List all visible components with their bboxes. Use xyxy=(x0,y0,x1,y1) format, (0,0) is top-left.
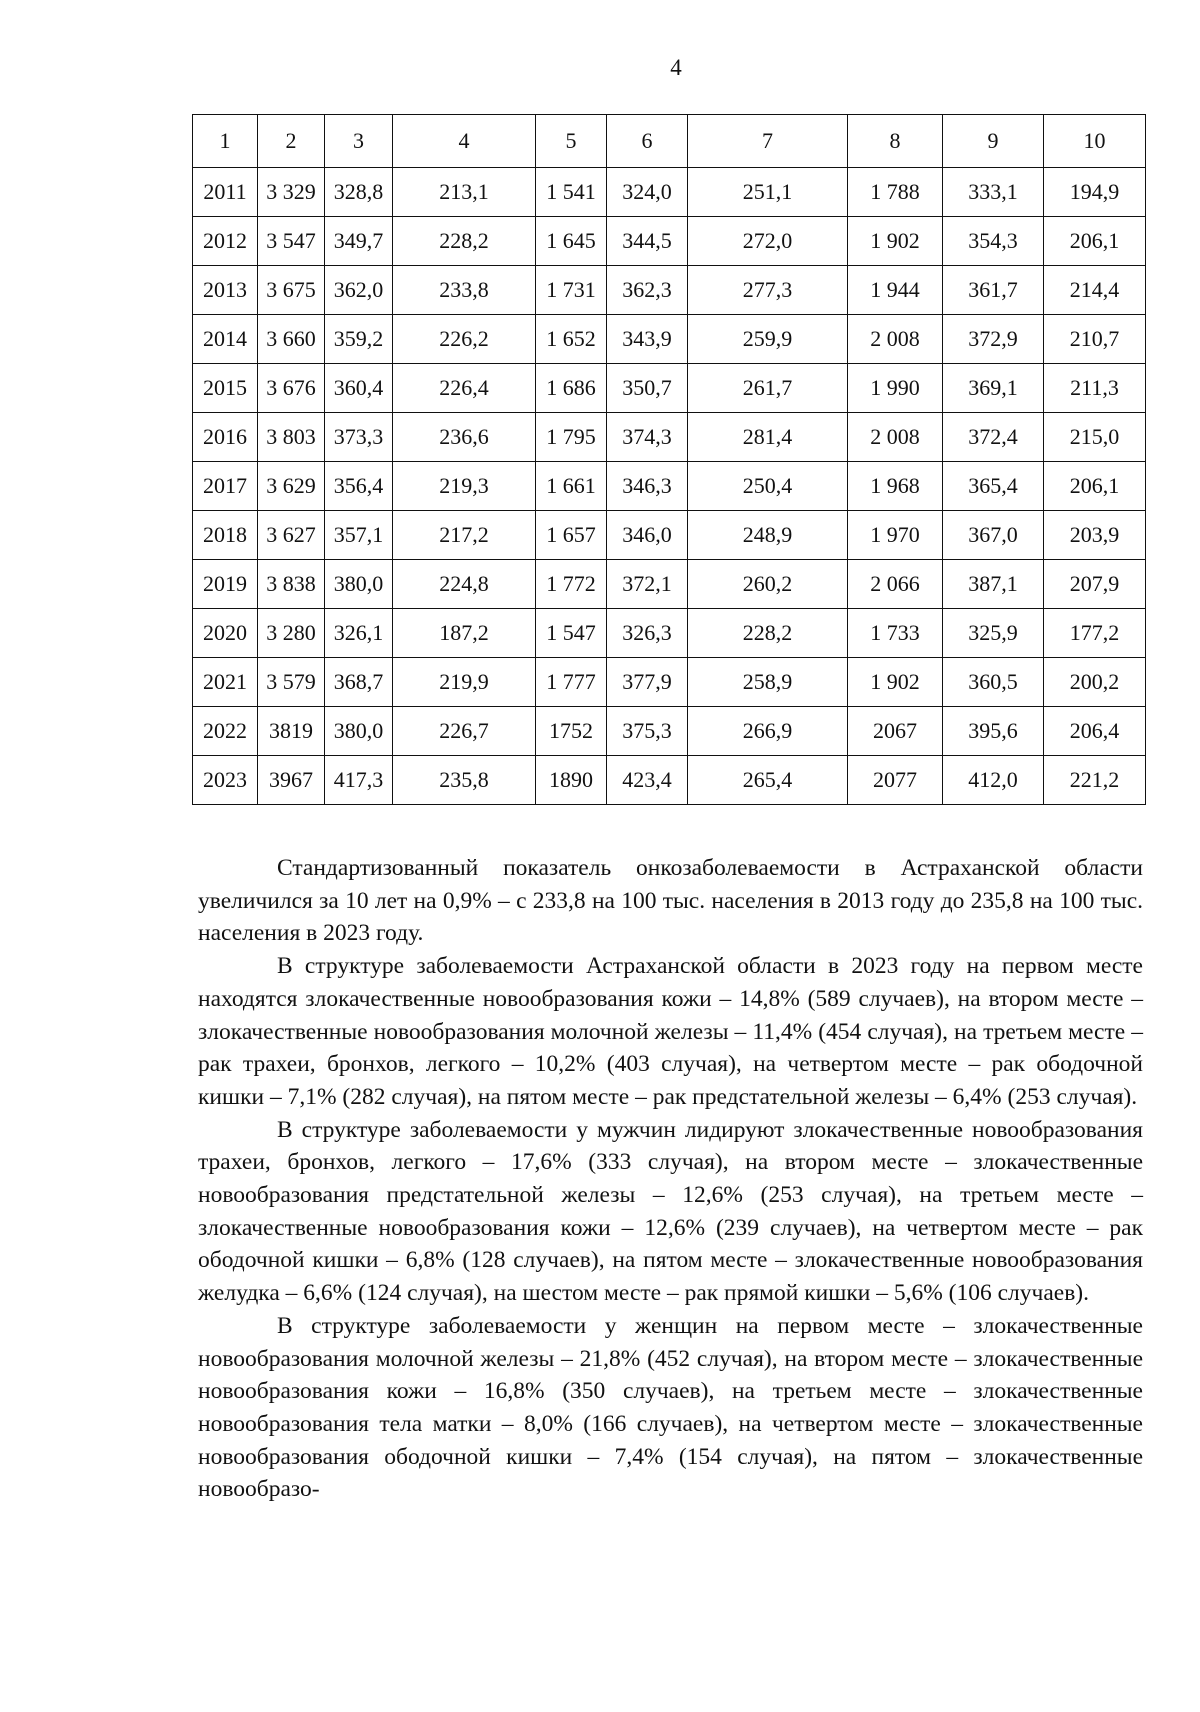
table-cell: 360,4 xyxy=(325,364,393,413)
table-cell: 1 657 xyxy=(536,511,607,560)
table-cell: 367,0 xyxy=(943,511,1044,560)
table-cell: 356,4 xyxy=(325,462,393,511)
table-cell: 277,3 xyxy=(688,266,848,315)
table-row xyxy=(193,413,1146,462)
table-cell: 3 579 xyxy=(258,658,325,707)
table-cell: 372,1 xyxy=(607,560,688,609)
table-cell: 3 676 xyxy=(258,364,325,413)
year-cell: 2014 xyxy=(193,315,258,364)
table-cell: 3819 xyxy=(258,707,325,756)
table-cell: 350,7 xyxy=(607,364,688,413)
table-cell: 228,2 xyxy=(688,609,848,658)
year-cell: 2023 xyxy=(193,756,258,805)
table-cell: 3967 xyxy=(258,756,325,805)
year-cell: 2022 xyxy=(193,707,258,756)
table-cell: 346,3 xyxy=(607,462,688,511)
table-cell: 210,7 xyxy=(1044,315,1146,364)
table-cell: 200,2 xyxy=(1044,658,1146,707)
table-row xyxy=(193,315,1146,364)
table-cell: 207,9 xyxy=(1044,560,1146,609)
year-cell: 2013 xyxy=(193,266,258,315)
table-cell: 372,9 xyxy=(943,315,1044,364)
table-cell: 349,7 xyxy=(325,217,393,266)
table-cell: 2 008 xyxy=(848,315,943,364)
table-cell: 1 777 xyxy=(536,658,607,707)
column-header: 1 xyxy=(193,115,258,168)
table-cell: 395,6 xyxy=(943,707,1044,756)
table-cell: 369,1 xyxy=(943,364,1044,413)
table-cell: 380,0 xyxy=(325,707,393,756)
table-cell: 387,1 xyxy=(943,560,1044,609)
table-row xyxy=(193,560,1146,609)
column-header: 7 xyxy=(688,115,848,168)
table-cell: 177,2 xyxy=(1044,609,1146,658)
table-cell: 362,3 xyxy=(607,266,688,315)
table-cell: 1 541 xyxy=(536,168,607,217)
table-body xyxy=(193,168,1146,805)
table-cell: 3 838 xyxy=(258,560,325,609)
table-row xyxy=(193,364,1146,413)
table-cell: 219,9 xyxy=(393,658,536,707)
table-cell: 1 902 xyxy=(848,217,943,266)
table-cell: 324,0 xyxy=(607,168,688,217)
incidence-table xyxy=(192,114,1146,805)
table-cell: 1 652 xyxy=(536,315,607,364)
table-cell: 1 772 xyxy=(536,560,607,609)
table-cell: 1 902 xyxy=(848,658,943,707)
table-cell: 224,8 xyxy=(393,560,536,609)
table-row xyxy=(193,609,1146,658)
table-cell: 1 661 xyxy=(536,462,607,511)
year-cell: 2012 xyxy=(193,217,258,266)
table-cell: 346,0 xyxy=(607,511,688,560)
table-cell: 1 795 xyxy=(536,413,607,462)
table-cell: 3 660 xyxy=(258,315,325,364)
table-row xyxy=(193,168,1146,217)
paragraph: В структуре заболеваемости у женщин на первом месте – злокачественные новообразования молочной железы – 21,8% (452 случая), на втором месте – злокачественные новообразования кожи – 16,8% (350 случаев), на третьем месте – злокачественные новообразования тела матки – 8,0% (166 случаев), на четвертом месте – злокачественные новообразования ободочной кишки – 7,4% (154 случая), на пятом – злокачественные новообразо- xyxy=(198,1312,1143,1503)
table-cell: 3 280 xyxy=(258,609,325,658)
year-cell: 2016 xyxy=(193,413,258,462)
table-cell: 361,7 xyxy=(943,266,1044,315)
table-cell: 265,4 xyxy=(688,756,848,805)
column-header: 4 xyxy=(393,115,536,168)
table-cell: 368,7 xyxy=(325,658,393,707)
table-row xyxy=(193,707,1146,756)
table-cell: 1 645 xyxy=(536,217,607,266)
table-cell: 206,1 xyxy=(1044,217,1146,266)
table-cell: 235,8 xyxy=(393,756,536,805)
table-cell: 3 329 xyxy=(258,168,325,217)
table-cell: 206,1 xyxy=(1044,462,1146,511)
table-cell: 1 944 xyxy=(848,266,943,315)
table-cell: 214,4 xyxy=(1044,266,1146,315)
table-cell: 203,9 xyxy=(1044,511,1146,560)
table-cell: 228,2 xyxy=(393,217,536,266)
table-cell: 281,4 xyxy=(688,413,848,462)
table-cell: 260,2 xyxy=(688,560,848,609)
column-header: 9 xyxy=(943,115,1044,168)
table-cell: 325,9 xyxy=(943,609,1044,658)
table-cell: 1 686 xyxy=(536,364,607,413)
table-cell: 226,2 xyxy=(393,315,536,364)
table-cell: 187,2 xyxy=(393,609,536,658)
table-cell: 236,6 xyxy=(393,413,536,462)
table-cell: 326,1 xyxy=(325,609,393,658)
column-header: 8 xyxy=(848,115,943,168)
table-cell: 357,1 xyxy=(325,511,393,560)
table-cell: 375,3 xyxy=(607,707,688,756)
year-cell: 2017 xyxy=(193,462,258,511)
table-cell: 1 970 xyxy=(848,511,943,560)
table-cell: 211,3 xyxy=(1044,364,1146,413)
table-cell: 3 627 xyxy=(258,511,325,560)
table-cell: 3 675 xyxy=(258,266,325,315)
table-cell: 343,9 xyxy=(607,315,688,364)
body-text xyxy=(198,852,1143,1506)
table-cell: 3 547 xyxy=(258,217,325,266)
column-header: 6 xyxy=(607,115,688,168)
table-cell: 258,9 xyxy=(688,658,848,707)
table-cell: 372,4 xyxy=(943,413,1044,462)
table-cell: 259,9 xyxy=(688,315,848,364)
table-cell: 380,0 xyxy=(325,560,393,609)
table-cell: 1890 xyxy=(536,756,607,805)
table-cell: 1 968 xyxy=(848,462,943,511)
table-cell: 266,9 xyxy=(688,707,848,756)
year-cell: 2011 xyxy=(193,168,258,217)
table-cell: 333,1 xyxy=(943,168,1044,217)
column-header: 3 xyxy=(325,115,393,168)
table-cell: 219,3 xyxy=(393,462,536,511)
table-cell: 206,4 xyxy=(1044,707,1146,756)
table-cell: 417,3 xyxy=(325,756,393,805)
table-cell: 2 066 xyxy=(848,560,943,609)
year-cell: 2019 xyxy=(193,560,258,609)
table-cell: 362,0 xyxy=(325,266,393,315)
table-cell: 226,7 xyxy=(393,707,536,756)
table-cell: 221,2 xyxy=(1044,756,1146,805)
column-header: 5 xyxy=(536,115,607,168)
table-cell: 233,8 xyxy=(393,266,536,315)
table-cell: 1 733 xyxy=(848,609,943,658)
table-cell: 1 788 xyxy=(848,168,943,217)
table-row xyxy=(193,266,1146,315)
year-cell: 2015 xyxy=(193,364,258,413)
paragraph: В структуре заболеваемости Астраханской области в 2023 году на первом месте находятся злокачественные новообразования кожи – 14,8% (589 случаев), на втором месте – злокачественные новообразования молочной железы – 11,4% (454 случая), на третьем месте – рак трахеи, бронхов, легкого – 10,2% (403 случая), на четвертом месте – рак ободочной кишки – 7,1% (282 случая), на пятом месте – рак предстательной железы – 6,4% (253 случая). xyxy=(198,953,1143,1110)
table-cell: 374,3 xyxy=(607,413,688,462)
paragraph: Стандартизованный показатель онкозаболеваемости в Астраханской области увеличился за 10 лет на 0,9% – с 233,8 на 100 тыс. населения в 2013 году до 235,8 на 100 тыс. населения в 2023 году. xyxy=(198,855,1143,947)
table-row xyxy=(193,217,1146,266)
table-cell: 226,4 xyxy=(393,364,536,413)
table-row xyxy=(193,511,1146,560)
year-cell: 2021 xyxy=(193,658,258,707)
table-cell: 3 629 xyxy=(258,462,325,511)
paragraph: В структуре заболеваемости у мужчин лидируют злокачественные новообразования трахеи, бронхов, легкого – 17,6% (333 случая), на втором месте – злокачественные новообразования предстательной железы – 12,6% (253 случая), на третьем месте – злокачественные новообразования кожи – 12,6% (239 случаев), на четвертом месте – рак ободочной кишки – 6,8% (128 случаев), на пятом месте – злокачественные новообразования желудка – 6,6% (124 случая), на шестом месте – рак прямой кишки – 5,6% (106 случаев). xyxy=(198,1116,1143,1307)
table-cell: 344,5 xyxy=(607,217,688,266)
table-cell: 328,8 xyxy=(325,168,393,217)
table-cell: 1 547 xyxy=(536,609,607,658)
table-cell: 365,4 xyxy=(943,462,1044,511)
table-cell: 3 803 xyxy=(258,413,325,462)
table-cell: 251,1 xyxy=(688,168,848,217)
table-cell: 2067 xyxy=(848,707,943,756)
table-cell: 250,4 xyxy=(688,462,848,511)
table-cell: 2077 xyxy=(848,756,943,805)
table-row xyxy=(193,462,1146,511)
table-row xyxy=(193,756,1146,805)
column-header: 10 xyxy=(1044,115,1146,168)
table-cell: 412,0 xyxy=(943,756,1044,805)
table-cell: 326,3 xyxy=(607,609,688,658)
table-cell: 2 008 xyxy=(848,413,943,462)
table-cell: 1752 xyxy=(536,707,607,756)
table-cell: 261,7 xyxy=(688,364,848,413)
page-number: 4 xyxy=(670,55,682,80)
table-cell: 359,2 xyxy=(325,315,393,364)
column-header: 2 xyxy=(258,115,325,168)
table-cell: 360,5 xyxy=(943,658,1044,707)
year-cell: 2020 xyxy=(193,609,258,658)
table-cell: 248,9 xyxy=(688,511,848,560)
table-cell: 423,4 xyxy=(607,756,688,805)
table-cell: 373,3 xyxy=(325,413,393,462)
table-cell: 1 990 xyxy=(848,364,943,413)
table-cell: 1 731 xyxy=(536,266,607,315)
table-cell: 354,3 xyxy=(943,217,1044,266)
table-cell: 272,0 xyxy=(688,217,848,266)
table-row xyxy=(193,658,1146,707)
table-cell: 194,9 xyxy=(1044,168,1146,217)
table-header-row xyxy=(193,115,1146,168)
table-cell: 215,0 xyxy=(1044,413,1146,462)
table-cell: 213,1 xyxy=(393,168,536,217)
table-cell: 377,9 xyxy=(607,658,688,707)
table-cell: 217,2 xyxy=(393,511,536,560)
year-cell: 2018 xyxy=(193,511,258,560)
